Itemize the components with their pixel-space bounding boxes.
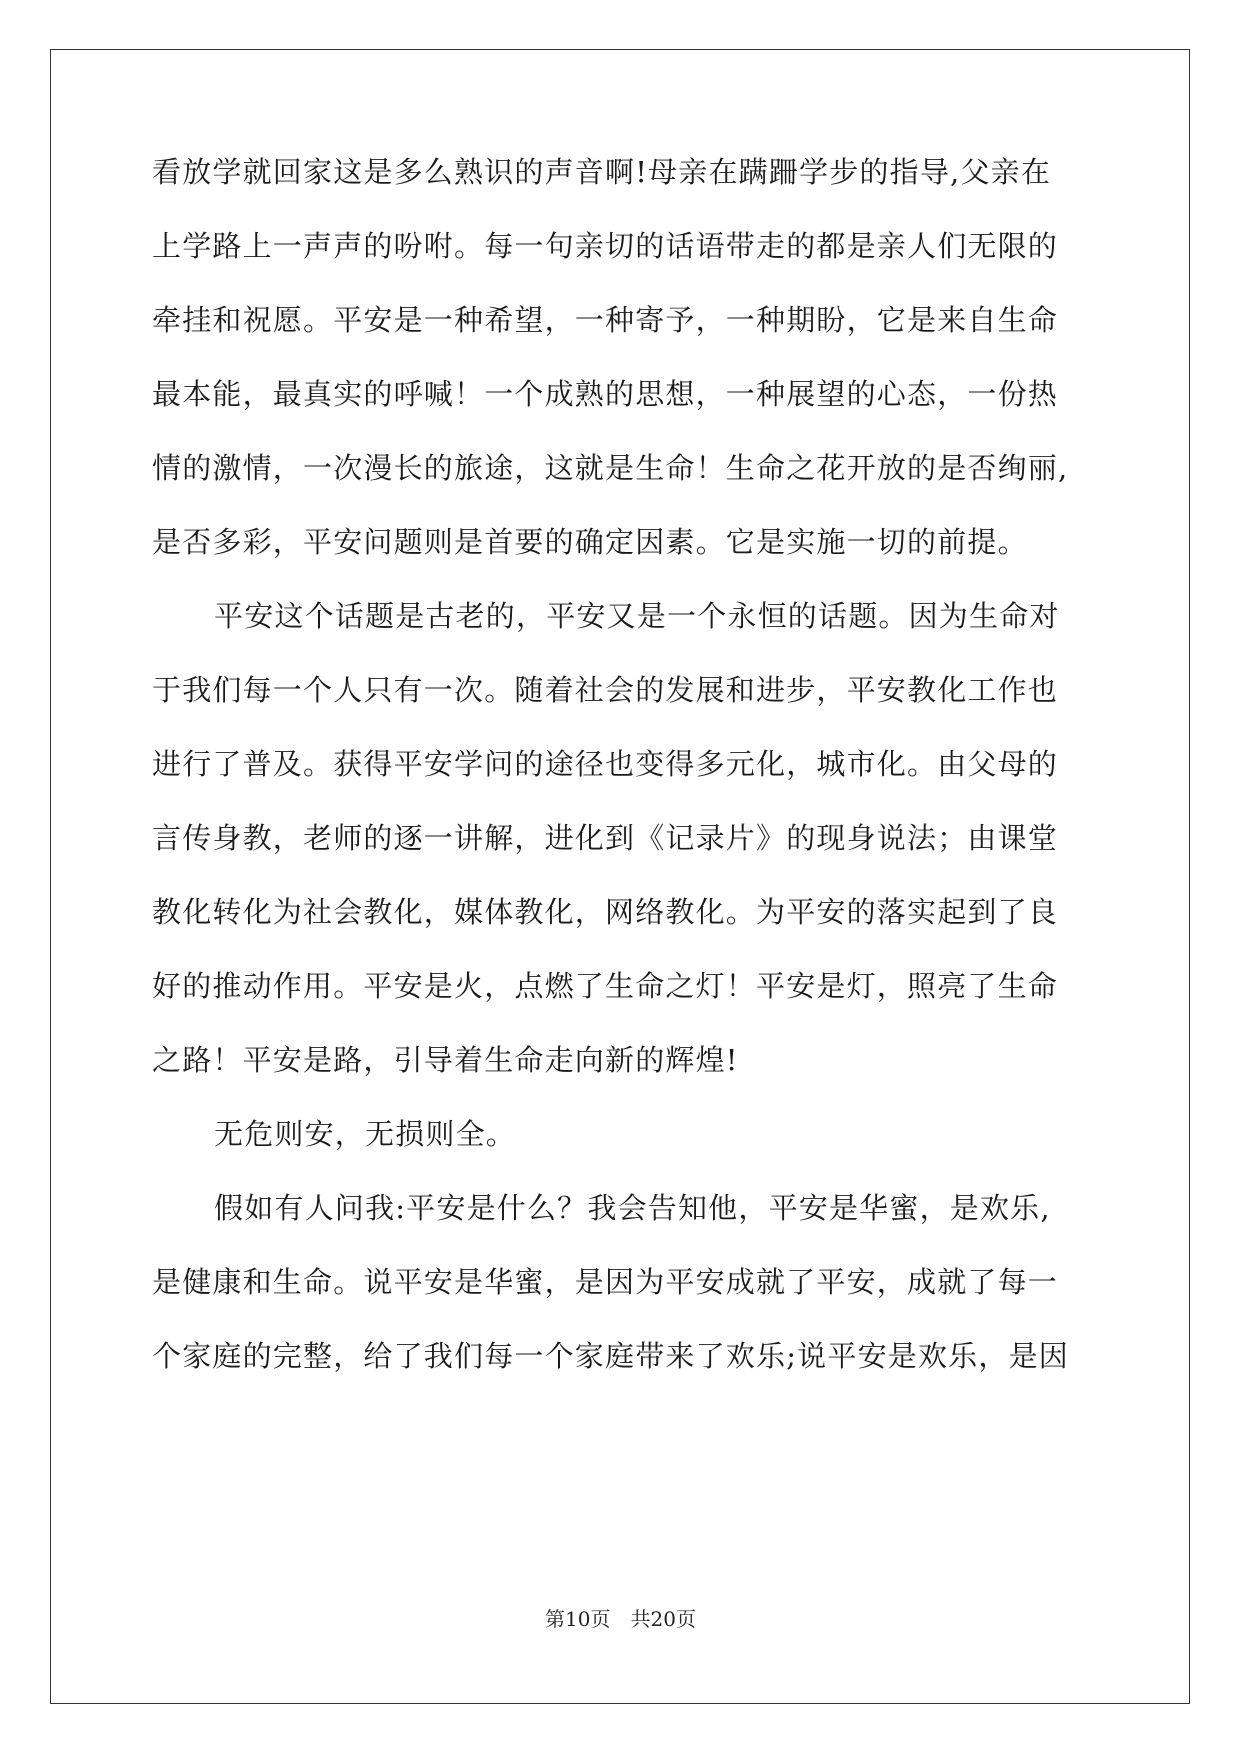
text-line: 是否多彩，平安问题则是首要的确定因素。它是实施一切的前提。 [152,525,1028,559]
page-border [50,49,1190,1704]
text-line: 情的激情，一次漫长的旅途，这就是生命！生命之花开放的是否绚丽, [152,451,1069,485]
text-line: 教化转化为社会教化，媒体教化，网络教化。为平安的落实起到了良 [152,895,1059,929]
page-footer [0,1606,1241,1632]
paragraph-first-line: 平安这个话题是古老的，平安又是一个永恒的话题。因为生命对 [214,599,1060,633]
text-line: 个家庭的完整，给了我们每一个家庭带来了欢乐;说平安是欢乐，是因 [152,1339,1069,1373]
text-line: 言传身教，老师的逐一讲解，进化到《记录片》的现身说法；由课堂 [152,821,1059,855]
text-line: 牵挂和祝愿。平安是一种希望，一种寄予，一种期盼，它是来自生命 [152,303,1059,337]
text-line: 好的推动作用。平安是火，点燃了生命之灯！平安是灯，照亮了生命 [152,969,1059,1003]
text-line: 上学路上一声声的吩咐。每一句亲切的话语带走的都是亲人们无限的 [152,229,1059,263]
page-total: 共20页 [630,1607,696,1631]
text-line: 之路！平安是路，引导着生命走向新的辉煌! [152,1043,739,1077]
paragraph-first-line: 无危则安，无损则全。 [214,1117,517,1151]
text-line: 于我们每一个人只有一次。随着社会的发展和进步，平安教化工作也 [152,673,1059,707]
text-line: 进行了普及。获得平安学问的途径也变得多元化，城市化。由父母的 [152,747,1059,781]
text-line: 是健康和生命。说平安是华蜜，是因为平安成就了平安，成就了每一 [152,1265,1059,1299]
page-number: 第10页 [545,1607,611,1631]
text-line: 看放学就回家这是多么熟识的声音啊!母亲在蹒跚学步的指导,父亲在 [152,155,1052,189]
text-line: 最本能，最真实的呼喊！一个成熟的思想，一种展望的心态，一份热 [152,377,1059,411]
paragraph-first-line: 假如有人问我:平安是什么？我会告知他，平安是华蜜，是欢乐, [214,1191,1051,1225]
